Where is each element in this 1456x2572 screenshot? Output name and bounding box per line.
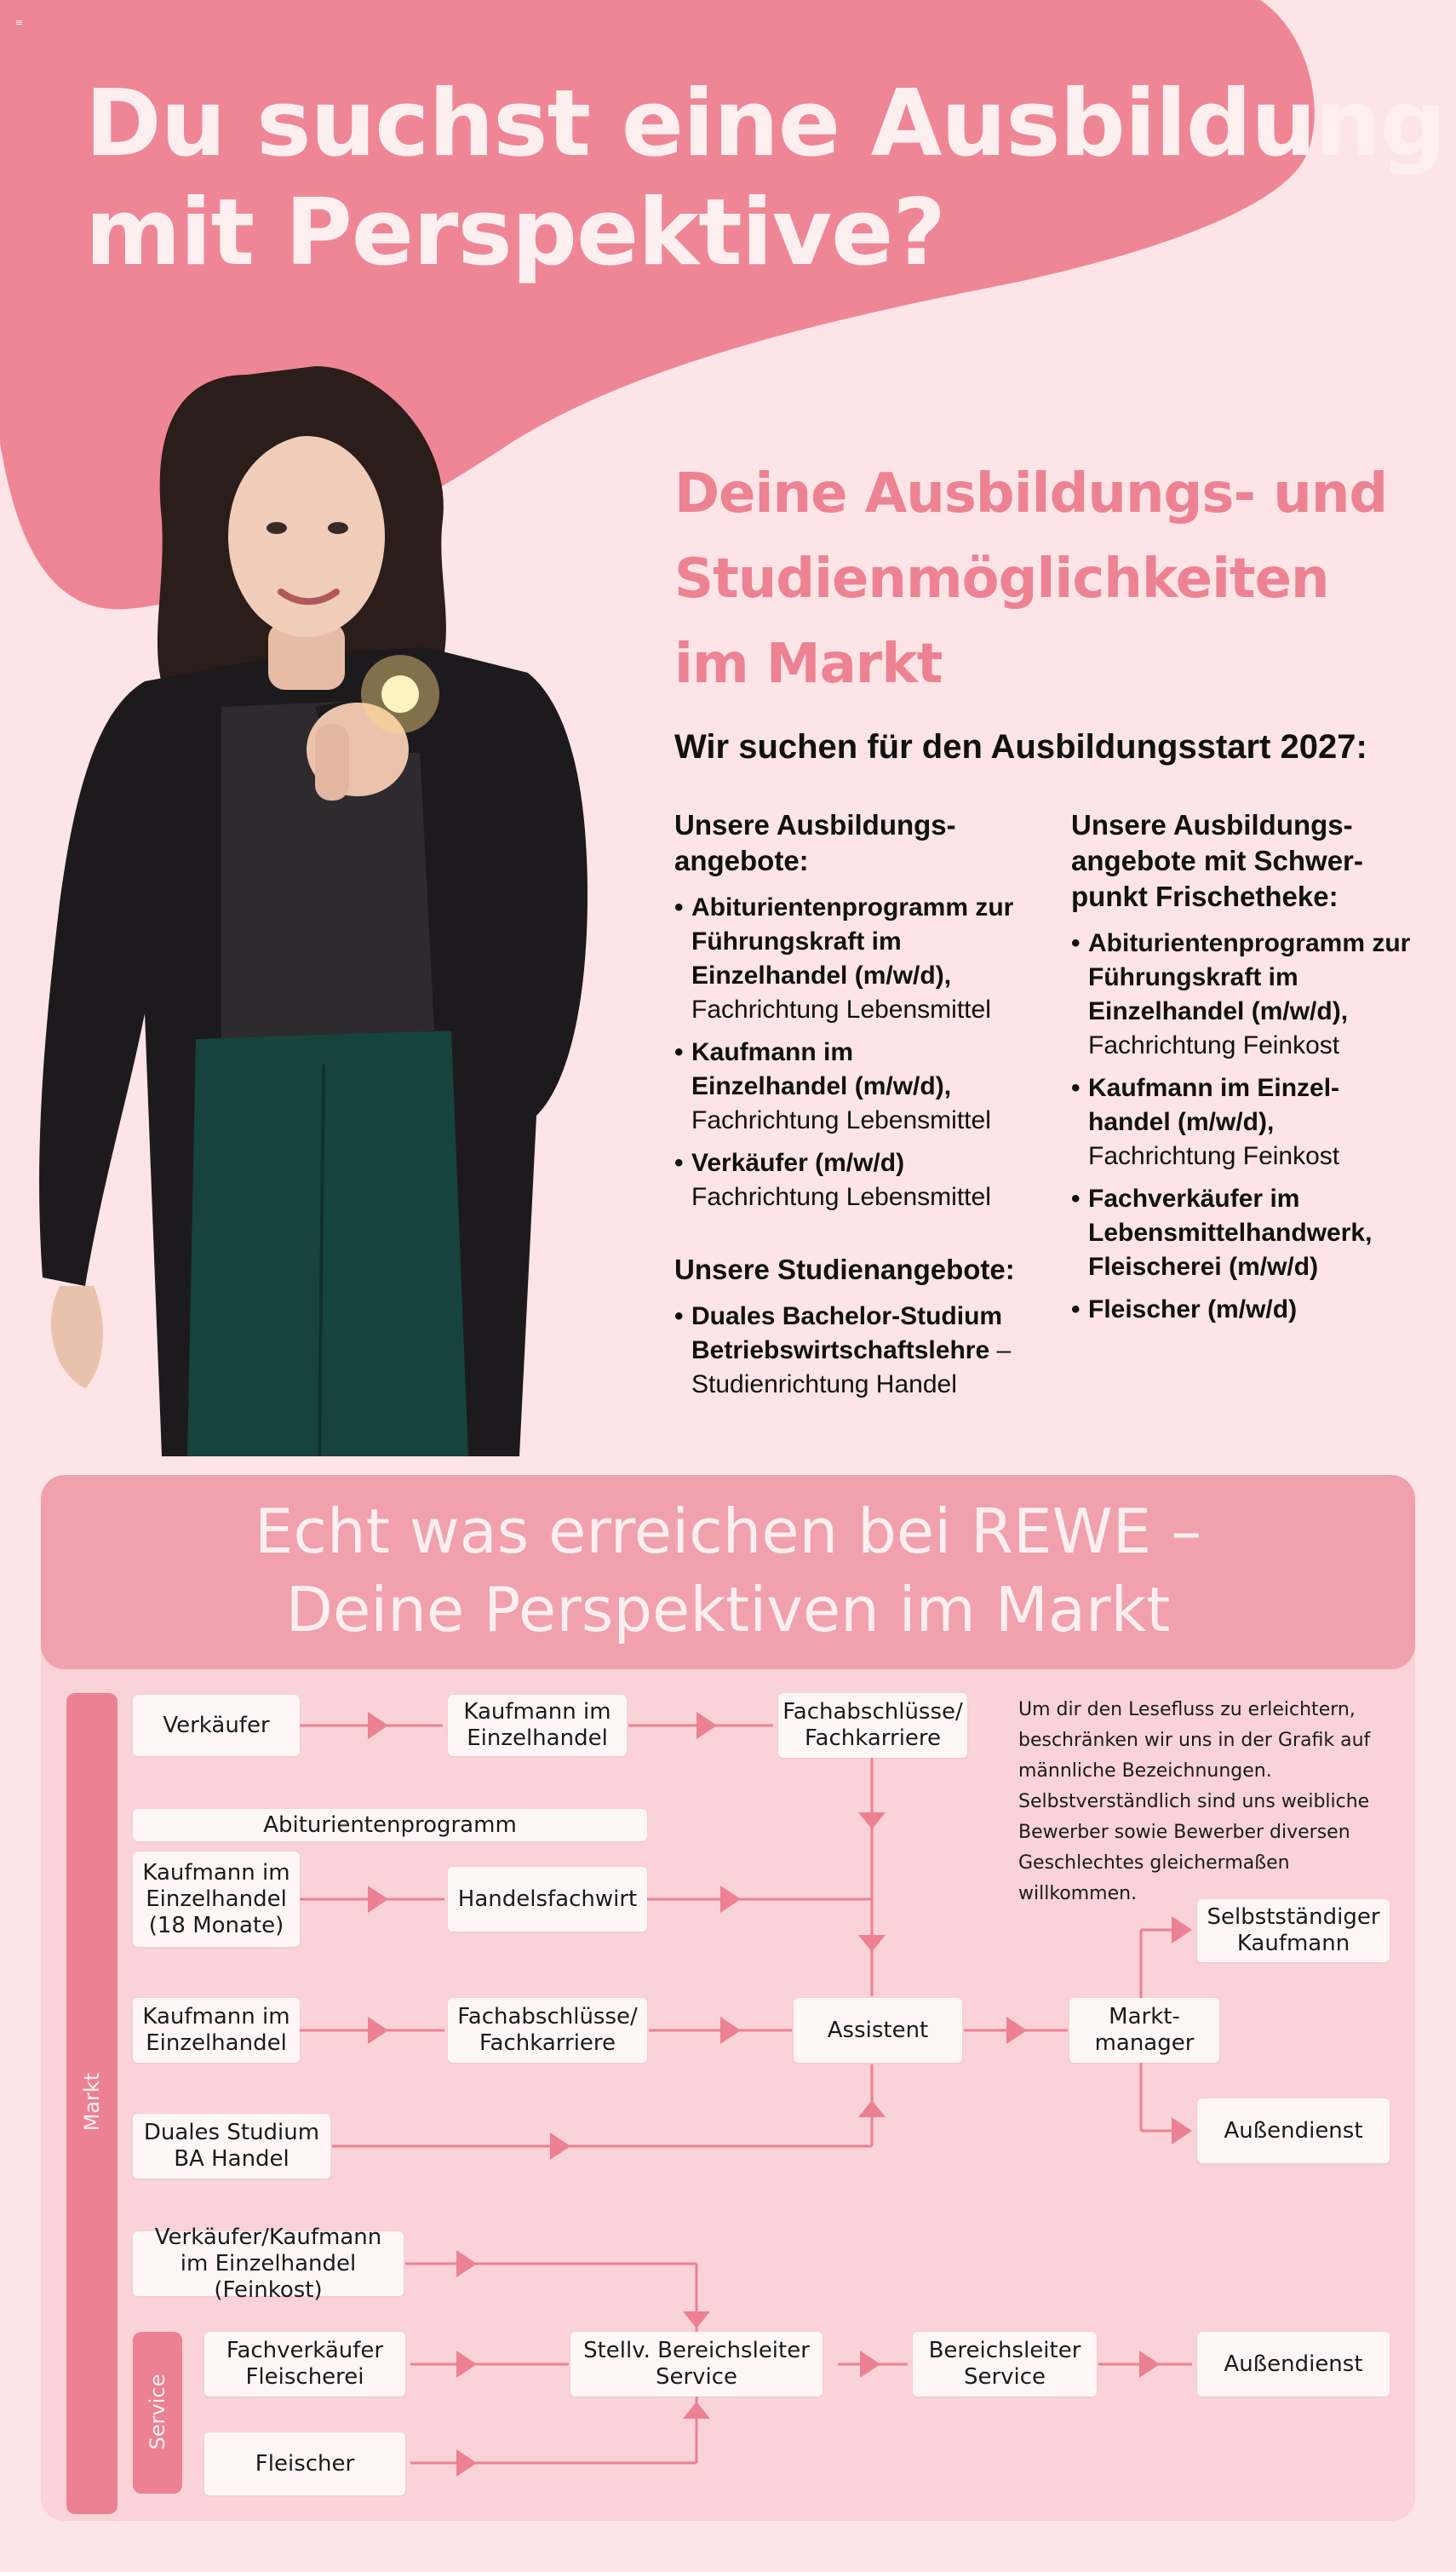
node-kaufmann-top: Kaufmann im Einzelhandel — [448, 1695, 627, 1756]
panel-title-line-1: Echt was erreichen bei REWE – — [254, 1496, 1202, 1567]
page-headline — [85, 70, 1445, 288]
headline-line-2: mit Perspektive? — [85, 180, 946, 286]
list-item — [1071, 1182, 1412, 1284]
markt-label: Markt — [80, 2072, 104, 2132]
node-fleischer: Fleischer — [204, 2432, 405, 2495]
item-bold: Kaufmann im Einzelhandel (m/w/d), — [691, 1038, 952, 1100]
node-fachkarriere-top: Fachabschlüsse/ Fachkarriere — [778, 1693, 967, 1758]
person-pointing-illustration — [26, 349, 622, 1473]
subhead-line-2: Studienmöglichkeiten — [674, 548, 1329, 611]
list-item — [1071, 927, 1412, 1063]
offers-subheading — [674, 451, 1387, 707]
list-item — [674, 891, 1015, 1027]
node-verkaeufer: Verkäufer — [133, 1695, 300, 1756]
item-bold: Abiturientenprogramm zur Führungskraft im Einzelhandel (m/w/d), — [691, 893, 1014, 990]
service-label: Service — [146, 2374, 169, 2450]
item-rest: – Studienrichtung Handel — [691, 1336, 1012, 1398]
subhead-line-3: im Markt — [674, 633, 943, 696]
node-marktmanager: Markt-manager — [1069, 1998, 1219, 2063]
item-bold: Verkäufer (m/w/d) — [691, 1149, 905, 1177]
node-duales-studium: Duales Studium BA Handel — [133, 2114, 330, 2179]
node-abiturientenprogramm: Abiturientenprogramm — [133, 1809, 647, 1841]
left-offer-list — [674, 891, 1015, 1214]
node-kaufmann-mid: Kaufmann im Einzelhandel — [133, 1998, 300, 2063]
node-assistent: Assistent — [794, 1998, 962, 2063]
right-heading: Unsere Ausbildungs-angebote mit Schwer-punkt Frischetheke: — [1071, 809, 1363, 912]
right-offer-list — [1071, 927, 1412, 1327]
list-item — [674, 1036, 1015, 1138]
list-item — [674, 1146, 1015, 1214]
panel-title-line-2: Deine Perspektiven im Markt — [285, 1574, 1171, 1645]
item-bold: Duales Bachelor-Studium Betriebswirtschaftslehre — [691, 1302, 1003, 1364]
node-fachkarriere-mid: Fachabschlüsse/ Fachkarriere — [448, 1998, 647, 2063]
offers-right-column — [1071, 807, 1412, 1335]
left-heading: Unsere Ausbildungs-angebote: — [674, 809, 956, 876]
node-kaufmann-18: Kaufmann im Einzelhandel (18 Monate) — [133, 1851, 300, 1947]
item-rest: Fachrichtung Feinkost — [1088, 1031, 1340, 1059]
node-bereichsleiter: Bereichsleiter Service — [913, 2332, 1097, 2397]
node-aussendienst-service: Außendienst — [1197, 2332, 1390, 2397]
list-item — [1071, 1071, 1412, 1174]
study-list — [674, 1300, 1015, 1402]
panel-header — [41, 1475, 1415, 1669]
panel-title — [41, 1492, 1415, 1649]
headline-line-1: Du suchst eine Ausbildung — [85, 71, 1446, 177]
item-bold: Fachverkäufer im Lebensmittelhandwerk, Fleischerei (m/w/d) — [1088, 1185, 1373, 1281]
item-rest: Fachrichtung Lebensmittel — [691, 1106, 991, 1134]
offers-left-column — [674, 807, 1015, 1410]
node-stellv-bereichsleiter: Stellv. Bereichsleiter Service — [570, 2332, 823, 2397]
subhead-line-1: Deine Ausbildungs- und — [674, 462, 1388, 525]
item-bold: Fleischer (m/w/d) — [1088, 1295, 1298, 1323]
item-bold: Kaufmann im Einzel-handel (m/w/d), — [1088, 1074, 1340, 1136]
search-title: Wir suchen für den Ausbildungsstart 2027: — [674, 728, 1367, 766]
item-bold: Abiturientenprogramm zur Führungskraft im Einzelhandel (m/w/d), — [1088, 929, 1411, 1025]
node-fachverkaeufer-fleischerei: Fachverkäufer Fleischerei — [204, 2332, 405, 2397]
node-handelsfachwirt: Handelsfachwirt — [448, 1867, 647, 1932]
list-item — [674, 1300, 1015, 1402]
item-rest: Fachrichtung Lebensmittel — [691, 996, 991, 1024]
item-rest: Fachrichtung Lebensmittel — [691, 1183, 991, 1211]
study-heading: Unsere Studienangebote: — [674, 1254, 1015, 1285]
node-aussendienst-markt: Außendienst — [1197, 2098, 1390, 2163]
node-selbststaendiger-kaufmann: Selbstständiger Kaufmann — [1197, 1899, 1390, 1962]
list-item — [1071, 1293, 1412, 1327]
node-verkaeufer-feinkost: Verkäufer/Kaufmann im Einzelhandel (Feinkost) — [133, 2231, 404, 2296]
menu-icon: ≡ — [15, 17, 24, 28]
item-rest: Fachrichtung Feinkost — [1088, 1142, 1340, 1170]
gender-note: Um dir den Lesefluss zu erleichtern, beschränken wir uns in der Grafik auf männliche Bezeichnungen. Selbstverständlich sind uns weibliche Bewerber sowie Bewerber diversen Geschlechtes gleichermaßen willkommen. — [1018, 1699, 1371, 1904]
